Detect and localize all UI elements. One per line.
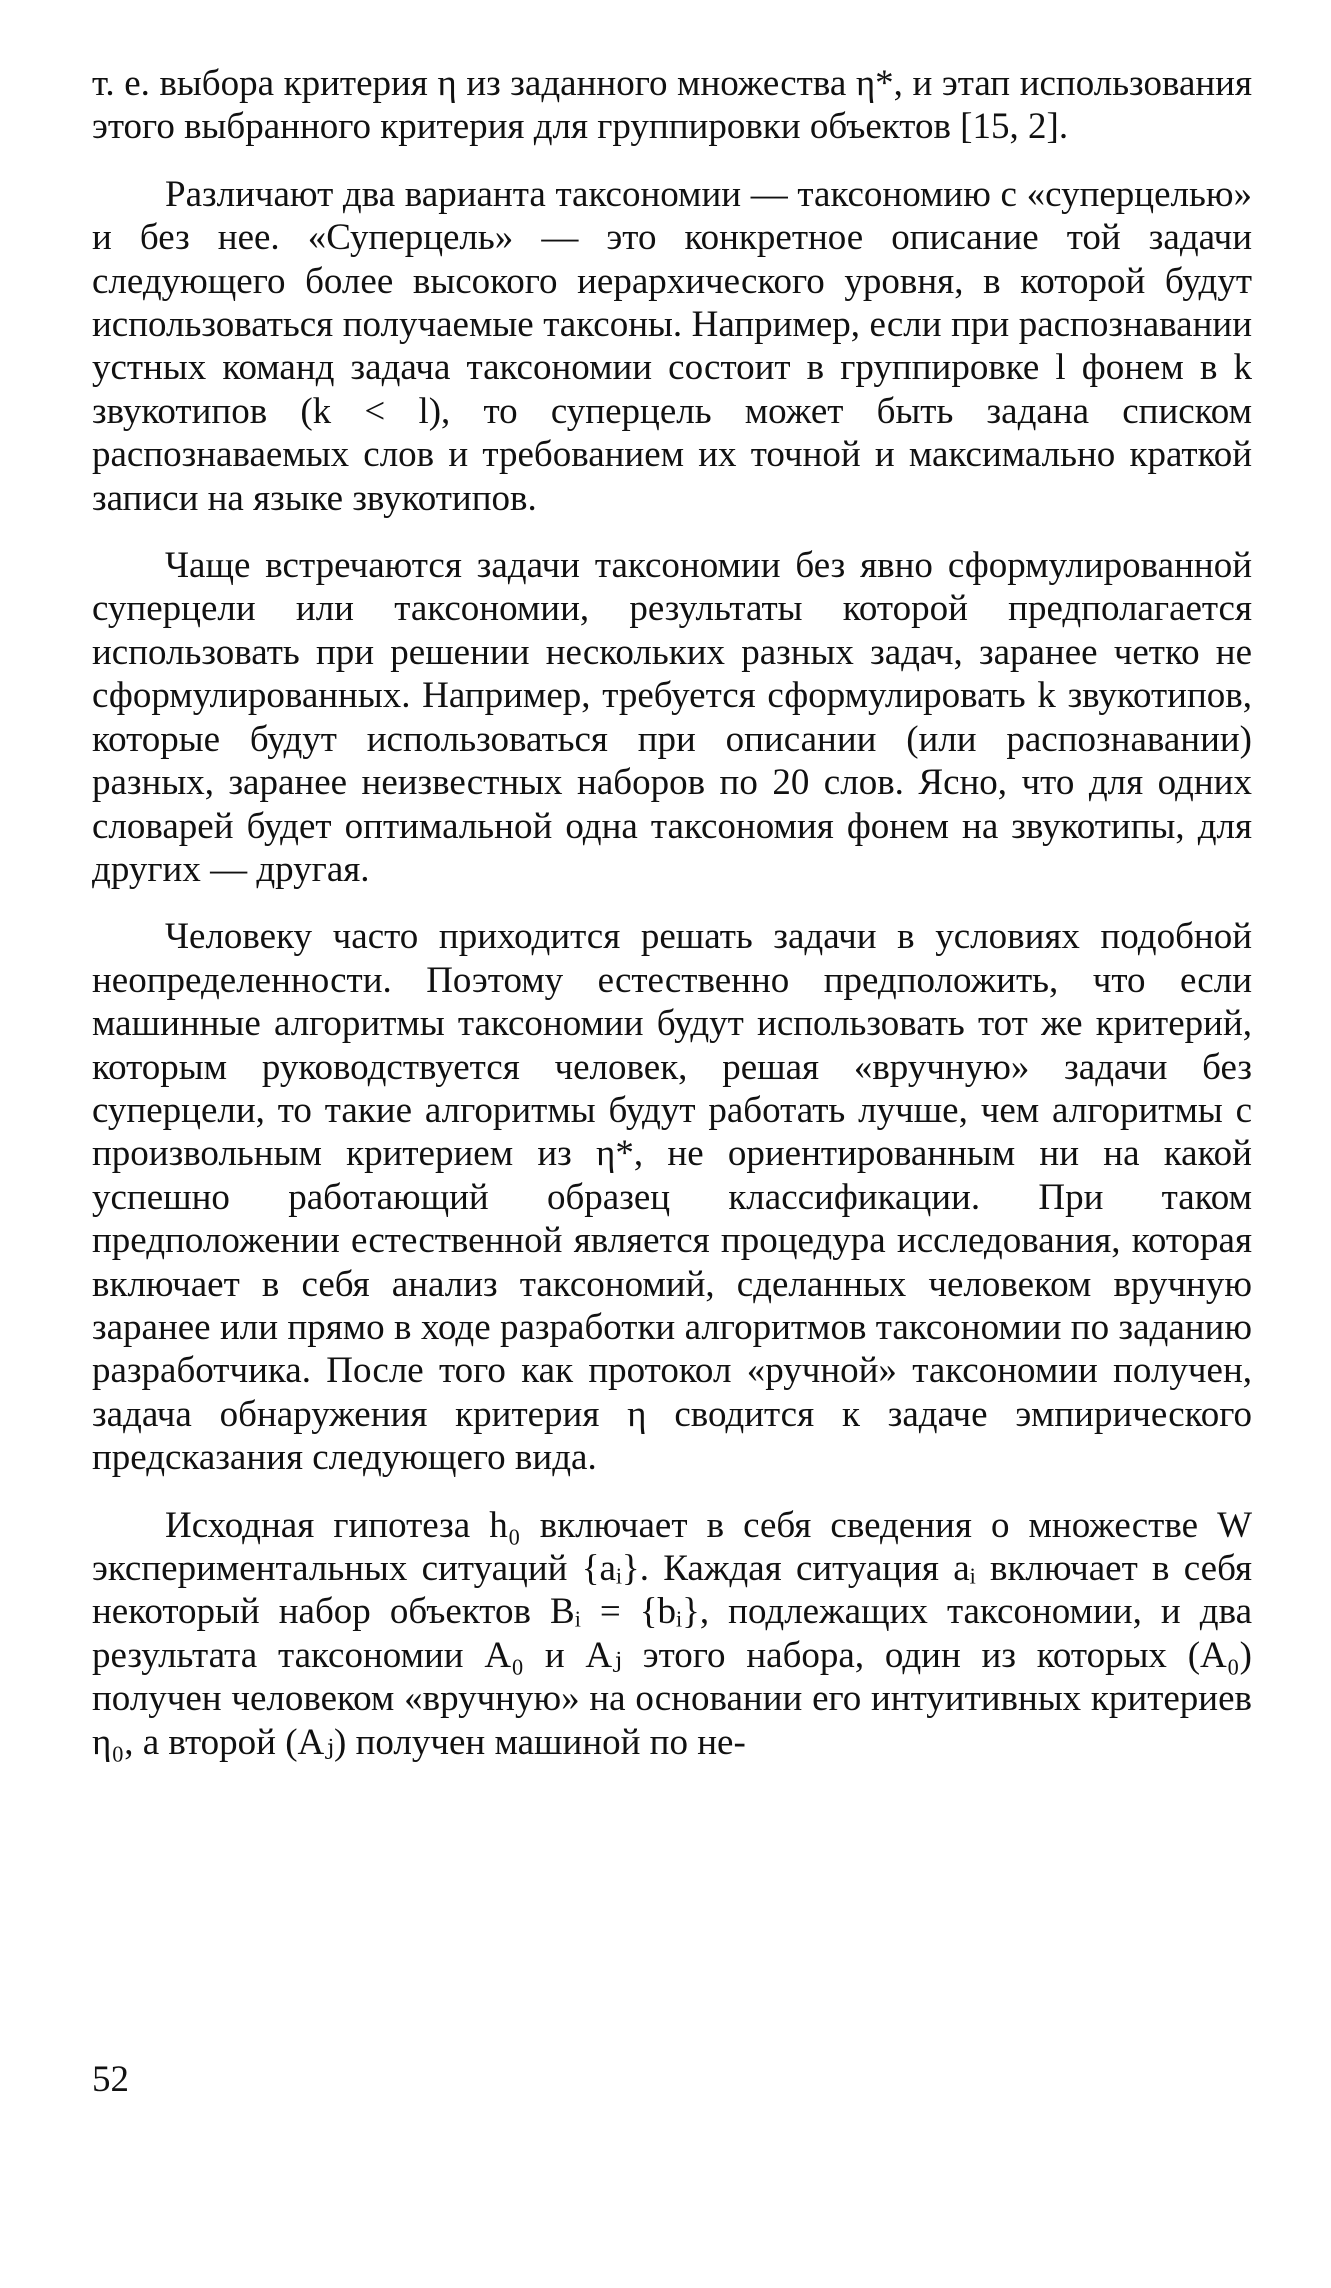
paragraph-1: т. е. выбора критерия η из заданного множества η*, и этап использования этого выбранного критерия для группировки объектов [15, 2]. xyxy=(92,63,1252,148)
page-number: 52 xyxy=(92,2059,129,2100)
paragraph-4: Человеку часто приходится решать задачи в условиях подобной неопределенности. Поэтому естественно предположить, что если машинные алгоритмы таксономии будут использовать тот же критерий, которым руководствуется человек, решая «вручную» задачи без суперцели, то такие алгоритмы будут работать лучше, чем алгоритмы с произвольным критерием из η*, не ориентированным ни на какой успешно работающий образец классификации. При таком предположении естественной является процедура исследования, которая включает в себя анализ таксономий, сделанных человеком вручную заранее или прямо в ходе разработки алгоритмов таксономии по заданию разработчика. После того как протокол «ручной» таксономии получен, задача обнаружения критерия η сводится к задаче эмпирического предсказания следующего вида. xyxy=(92,916,1252,1479)
paragraph-5: Исходная гипотеза h₀ включает в себя сведения о множестве W экспериментальных ситуаций {aᵢ}. Каждая ситуация aᵢ включает в себя некоторый набор объектов Bᵢ = {bᵢ}, подлежащих таксономии, и два результата таксономии A₀ и Aⱼ этого набора, один из которых (A₀) получен человеком «вручную» на основании его интуитивных критериев η₀, а второй (Aⱼ) получен машиной по не- xyxy=(92,1504,1252,1763)
paragraph-3: Чаще встречаются задачи таксономии без явно сформулированной суперцели или таксономии, результаты которой предполагается использовать при решении нескольких разных задач, заранее четко не сформулированных. Например, требуется сформулировать k звукотипов, которые будут использоваться при описании (или распознавании) разных, заранее неизвестных наборов по 20 слов. Ясно, что для одних словарей будет оптимальной одна таксономия фонем на звукотипы, для других — другая. xyxy=(92,545,1252,890)
paragraph-2: Различают два варианта таксономии — таксономию с «суперцелью» и без нее. «Суперцель» — это конкретное описание той задачи следующего более высокого иерархического уровня, в которой будут использоваться получаемые таксоны. Например, если при распознавании устных команд задача таксономии состоит в группировке l фонем в k звукотипов (k < l), то суперцель может быть задана списком распознаваемых слов и требованием их точной и максимально краткой записи на языке звукотипов. xyxy=(92,173,1252,519)
book-page-text xyxy=(92,62,1252,1764)
